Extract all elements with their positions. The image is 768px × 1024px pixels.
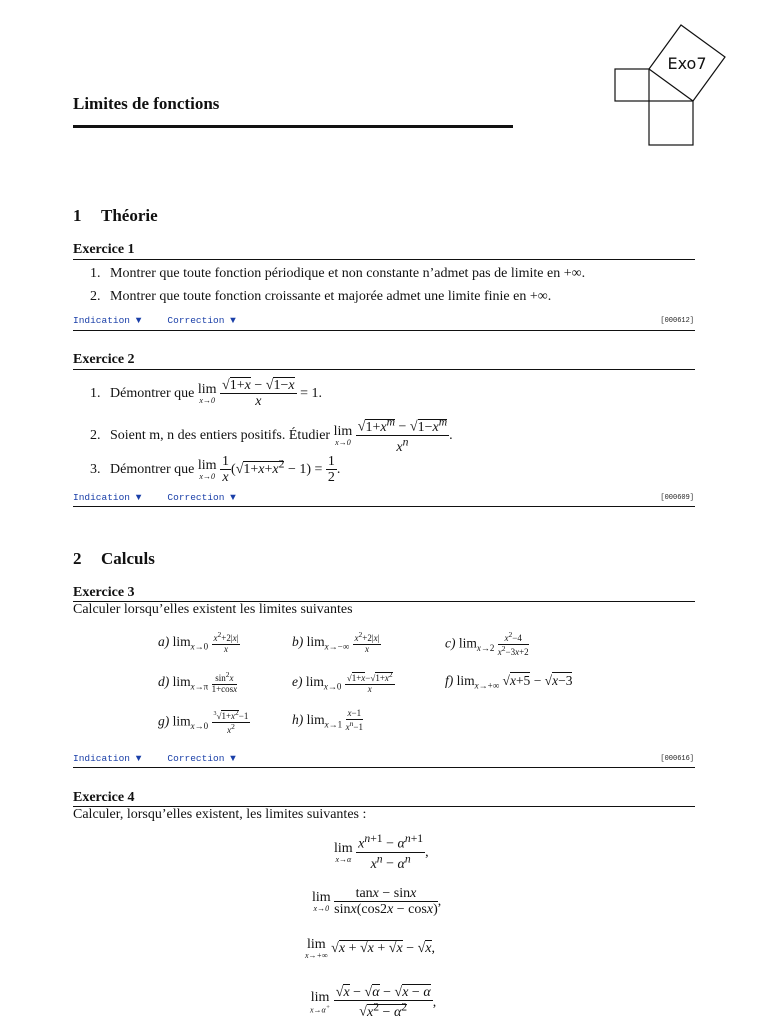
ex3-label-h: h) — [292, 711, 304, 727]
ex2-item-2-text: Soient m, n des entiers positifs. Étudier — [110, 427, 331, 443]
ex3-label-c: c) — [445, 635, 456, 651]
section-2-heading — [73, 549, 155, 569]
ex3-a-fraction: $\frac{x^2+2|x|}{x}$ — [213, 630, 239, 654]
ex2-correction-link[interactable]: Correction ▼ — [167, 492, 236, 503]
ex3-intro: Calculer lorsqu’elles existent les limites suivantes — [73, 602, 353, 617]
title-rule — [73, 125, 513, 128]
ex4-formula-2: lim x→0 $\frac{\tan x - \sin x}{\sin x(\cos 2x - \cos x)}$ , — [312, 886, 442, 918]
section-2-num: 2 — [73, 549, 82, 568]
ex1-item-2 — [90, 289, 551, 305]
ex4-f1-fraction: $\frac{x^{n+1} - \alpha^{n+1}}{x^n - \alpha^n}$ — [358, 832, 424, 872]
ex3-ref: [000616] — [660, 755, 694, 763]
ex1-rule — [73, 259, 695, 260]
lim-operator: lim x→0 — [197, 457, 217, 481]
ex2-item-2-fraction: $\frac{√1+x^m - √1-x^m}{x^n}$ — [357, 415, 448, 455]
ex1-bottom-rule — [73, 330, 695, 331]
ex3-e-fraction: $\frac{√1+x-√1+x^2}{x}$ — [346, 670, 393, 694]
ex2-item-2-num: 2. — [90, 427, 101, 443]
ex3-bottom-rule — [73, 767, 695, 768]
section-1-num: 1 — [73, 206, 82, 225]
ex1-item-2-text: Montrer que toute fonction croissante et majorée admet une limite finie en +∞. — [110, 289, 552, 304]
ex4-f4-fraction: $\frac{√x - √\alpha - √x - \alpha}{√x^2 - \alpha^2}$ — [335, 985, 431, 1021]
ex3-label-a: a) — [158, 633, 170, 649]
ex3-g: g) $\lim_{x\to 0}$ $\frac{^3√1+x^2-1}{x^2}$ — [158, 708, 249, 735]
section-2-title: Calculs — [101, 549, 155, 568]
lim-operator: lim x→0 — [333, 423, 353, 447]
ex3-e: e) $\lim_{x\to 0}$ $\frac{√1+x-√1+x^2}{x}$ — [292, 670, 393, 694]
ex2-item-2: 2. Soient m, n des entiers positifs. Étudier lim x→0 $\frac{√1+x^m - √1-x^m}{x^n}$ . — [90, 415, 453, 455]
ex2-item-1-fraction: $\frac{√1+x - √1-x}{x}$ — [222, 378, 295, 410]
ex2-heading: Exercice 2 — [73, 352, 135, 367]
ex3-b: b) $\lim_{x\to-\infty}$ $\frac{x^2+2|x|}{x}$ — [292, 630, 380, 654]
lim-operator: lim x→α+ — [310, 989, 331, 1015]
ex2-item-1: 1. Démontrer que lim x→0 $\frac{√1+x - √1-x}{x}$ = 1. — [90, 378, 322, 410]
lim-operator: lim x→0 — [197, 381, 217, 405]
ex3-c-fraction: $\frac{x^2-4}{x^2-3x+2}$ — [497, 630, 529, 657]
logo-text: Exo7 — [667, 54, 707, 73]
ex4-f2-fraction: $\frac{\tan x - \sin x}{\sin x(\cos 2x - \cos x)}$ — [334, 886, 438, 918]
ex4-formula-3: lim x→+∞ √x + √x + √x − √x, — [305, 937, 435, 960]
ex3-links — [73, 753, 236, 764]
ex2-item-3-num: 3. — [90, 462, 101, 478]
ex2-bottom-rule — [73, 506, 695, 507]
ex2-item-1-num: 1. — [90, 386, 101, 402]
ex3-d: d) $\lim_{x\to\pi}$ $\frac{\sin^2x}{1+\cos x}$ — [158, 670, 238, 694]
ex2-item-3-text: Démontrer que — [110, 462, 195, 478]
ex3-g-fraction: $\frac{^3√1+x^2-1}{x^2}$ — [213, 708, 249, 735]
ex2-ref: [000609] — [660, 494, 694, 502]
ex3-a: a) $\lim_{x\to 0}$ $\frac{x^2+2|x|}{x}$ — [158, 630, 239, 654]
ex3-d-fraction: $\frac{\sin^2x}{1+\cos x}$ — [211, 670, 238, 694]
ex1-item-1 — [90, 266, 585, 282]
ex3-label-f: f) — [445, 673, 454, 688]
lim-operator: lim x→α — [334, 840, 353, 864]
ex3-indication-link[interactable]: Indication ▼ — [73, 753, 142, 764]
ex4-formula-1: lim x→α $\frac{x^{n+1} - \alpha^{n+1}}{x^n - \alpha^n}$ , — [334, 832, 429, 872]
ex2-item-3: 3. Démontrer que lim x→0 $\frac{1}{x}$ $(√1+x+x^2 - 1)$ = $\frac{1}{2}$ . — [90, 454, 341, 486]
ex4-formula-4: lim x→α+ $\frac{√x - √\alpha - √x - \alpha}{√x^2 - \alpha^2}$ , — [310, 985, 437, 1021]
ex3-heading: Exercice 3 — [73, 585, 135, 600]
ex1-heading: Exercice 1 — [73, 242, 135, 257]
ex2-rule — [73, 369, 695, 370]
ex3-label-e: e) — [292, 673, 303, 689]
ex3-c: c) $\lim_{x\to 2}$ $\frac{x^2-4}{x^2-3x+2}$ — [445, 630, 529, 657]
ex3-correction-link[interactable]: Correction ▼ — [167, 753, 236, 764]
ex1-item-2-num: 2. — [90, 289, 101, 304]
ex1-links — [73, 315, 236, 326]
ex3-h: h) $\lim_{x\to 1}$ $\frac{x-1}{x^n-1}$ — [292, 708, 363, 732]
section-1-title: Théorie — [101, 206, 158, 225]
exo7-logo — [612, 22, 728, 148]
ex1-item-1-text: Montrer que toute fonction périodique et non constante n’admet pas de limite en +∞. — [110, 266, 586, 281]
ex1-item-1-num: 1. — [90, 266, 101, 281]
lim-operator: lim x→0 — [312, 889, 331, 913]
ex1-indication-link[interactable]: Indication ▼ — [73, 315, 142, 326]
ex3-h-fraction: $\frac{x-1}{x^n-1}$ — [345, 708, 363, 732]
ex1-ref: [000612] — [660, 317, 694, 325]
ex4-intro: Calculer, lorsqu’elles existent, les limites suivantes : — [73, 807, 367, 822]
page-title: Limites de fonctions — [73, 94, 220, 113]
ex1-correction-link[interactable]: Correction ▼ — [167, 315, 236, 326]
section-1-heading — [73, 206, 158, 226]
ex3-label-g: g) — [158, 713, 170, 729]
ex3-b-fraction: $\frac{x^2+2|x|}{x}$ — [354, 630, 380, 654]
ex2-links — [73, 492, 236, 503]
ex3-label-b: b) — [292, 633, 304, 649]
lim-operator: lim x→+∞ — [305, 937, 328, 960]
ex2-item-1-text: Démontrer que — [110, 386, 195, 402]
ex4-heading: Exercice 4 — [73, 790, 135, 805]
ex2-indication-link[interactable]: Indication ▼ — [73, 492, 142, 503]
ex3-f: f) $\lim_{x\to+\infty} √x+5 - √x-3$ — [445, 673, 573, 691]
one-half: $\frac{1}{2}$ — [327, 454, 335, 486]
ex3-label-d: d) — [158, 673, 170, 689]
ex2-item-3-fraction: $\frac{1}{x}$ — [222, 454, 230, 486]
